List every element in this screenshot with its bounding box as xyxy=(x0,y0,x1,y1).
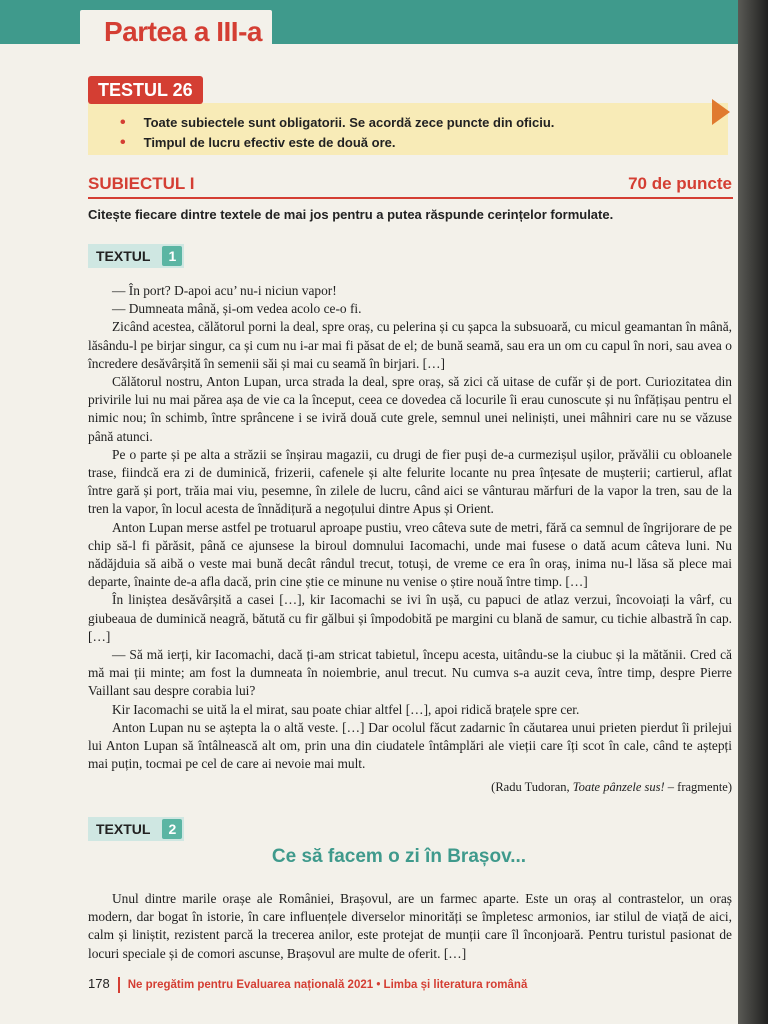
arrow-right-icon xyxy=(712,99,730,125)
paragraph: Anton Lupan nu se aștepta la o altă veste. […] Dar ocolul făcut zadarnic în căutarea unui prieten pierdut îi prilejui lui Anton Lupan să întâlnească alt om, prin una din ciudatele întâmplări ale vieții care îți scot în cale, când te aștepți mai puțin, tocmai pe cel de care ai nevoie mai mult. xyxy=(88,719,732,772)
text1-body xyxy=(88,282,732,773)
page-edge xyxy=(738,0,768,1024)
footer-divider xyxy=(118,977,120,993)
paragraph: Călătorul nostru, Anton Lupan, urca strada la deal, spre oraș, să zici că uitase de cufăr și de port. Curiozitatea din privirile lui nu mai părea așa de vie ca la început, ceea ce dovedea că locurile îi erau cunoscute și nu înfățișau pentru el nimic nou; în schimb, între sprâncene i se iviră două cute grele, semnul unei neliniști, unei mâhniri care nu se văzuse până atunci. xyxy=(88,374,732,444)
book-subject: • Limba și literatura română xyxy=(373,979,528,991)
footer xyxy=(88,976,527,993)
test-badge: TESTUL 26 xyxy=(88,76,203,104)
paragraph: — Să mă ierți, kir Iacomachi, dacă ți-am stricat tabietul, începu acesta, uitându-se la ciubuc și la mătănii. Cred că mă mai ții minte; am fost la dumneata în noiembrie, anul trecut. Nu cumva s-a auzit ceva, între timp, despre Pierre Vaillant sau despre corabia lui? xyxy=(88,647,732,699)
paragraph: — În port? D-apoi acu’ nu-i niciun vapor! xyxy=(112,283,337,298)
bullet-icon: • xyxy=(120,114,126,131)
article-title: Ce să facem o zi în Brașov... xyxy=(271,846,527,867)
text1-number: 1 xyxy=(162,246,182,266)
book-title: Ne pregătim pentru Evaluarea națională 2021 xyxy=(127,979,374,991)
paragraph: Pe o parte și pe alta a străzii se înșirau magazii, cu drugi de fier puși de-a curmezișul ușilor, prăvălii cu obloanele trase, fiindcă era zi de duminică, frizerii, cafenele și alte felurite locante nu prea înțesate de mușterii; cartierul, aflat între gară și port, trăia mai viu, pesemne, în zilele de lucru, când aici se vânturau mărfuri de la vapor la tren, sau de la tren la vapor, în locul acesta de înnădițură a negoțului dintre Apus și Orient. xyxy=(88,446,732,517)
rule-item: • Toate subiectele sunt obligatorii. Se acordă zece puncte din oficiu. xyxy=(120,114,555,131)
text1-label: TEXTUL 1 xyxy=(88,244,184,268)
paragraph: Kir Iacomachi se uită la el mirat, sau poate chiar altfel […], apoi ridică brațele spre cer. xyxy=(112,701,580,717)
text2-number: 2 xyxy=(162,819,182,839)
part-title: Partea a III-a xyxy=(104,16,262,47)
paragraph: Unul dintre marile orașe ale României, Brașovul, are un farmec aparte. Este un oraș al contrastelor, un oraș modern, dar bogat în istorie, în care influențele diverselor minorități se împletesc armonios, iar stilul de viață de aici, calm și liniștit, rezistent parcă la trecerea anilor, este protejat de munții care îl înconjoară. Pentru turistul pasionat de locuri speciale și de comori ascunse, Brașovul are multe de oferit. […] xyxy=(88,891,732,961)
paragraph: Anton Lupan merse astfel pe trotuarul aproape pustiu, vreo câteva sute de metri, fără ca semnul de îngrijorare de pe chip să-l fi părăsit, până ce ajunsese la biroul domnului Iacomachi, unde mai fusese o dată acum câteva luni. Nu nădăjduia să aibă o veste mai bună decât rândul trecut, totuși, de vreme ce era în oraș, inima nu-l lăsa să plece mai departe, înainte de-a afla dacă, prin cine știe ce minune nu venise o știre nouă între timp. […] xyxy=(88,519,732,590)
instruction: Citește fiecare dintre textele de mai jos pentru a putea răspunde cerințelor formulate. xyxy=(88,207,614,222)
paragraph: În liniștea desăvârșită a casei […], kir Iacomachi se ivi în ușă, cu papuci de atlaz verzui, încovoiați la vârf, cu giubeaua de duminică neagră, bătută cu fir gălbui și împodobită pe margini cu blană de samur, cu tichie albastră în cap. […] xyxy=(88,592,732,644)
source-citation: (Radu Tudoran, Toate pânzele sus! – fragmente) xyxy=(491,780,732,794)
rule-item: • Timpul de lucru efectiv este de două ore. xyxy=(120,134,396,151)
source-title: Toate pânzele sus! xyxy=(572,780,665,794)
subject-points: 70 de puncte xyxy=(628,174,732,193)
text2-body xyxy=(88,890,732,963)
paragraph: — Dumneata mână, și-om vedea acolo ce-o fi. xyxy=(112,301,362,317)
bullet-icon: • xyxy=(120,134,126,151)
page-number: 178 xyxy=(88,976,110,991)
subject-title: SUBIECTUL I xyxy=(88,174,195,193)
divider xyxy=(88,197,733,199)
text2-label: TEXTUL 2 xyxy=(88,817,184,841)
paragraph: Zicând acestea, călătorul porni la deal, spre oraș, cu pelerina și cu șapca la subsuoară, cu micul geamantan în mână, lăsându-l pe birjar singur, ca și cum nu i-ar mai fi păsat de el; de bună seamă, sau era un om cu capul în nori, sau avea o încredere desăvârșită în semenii săi și mai cu seamă în birjari. […] xyxy=(88,319,732,371)
